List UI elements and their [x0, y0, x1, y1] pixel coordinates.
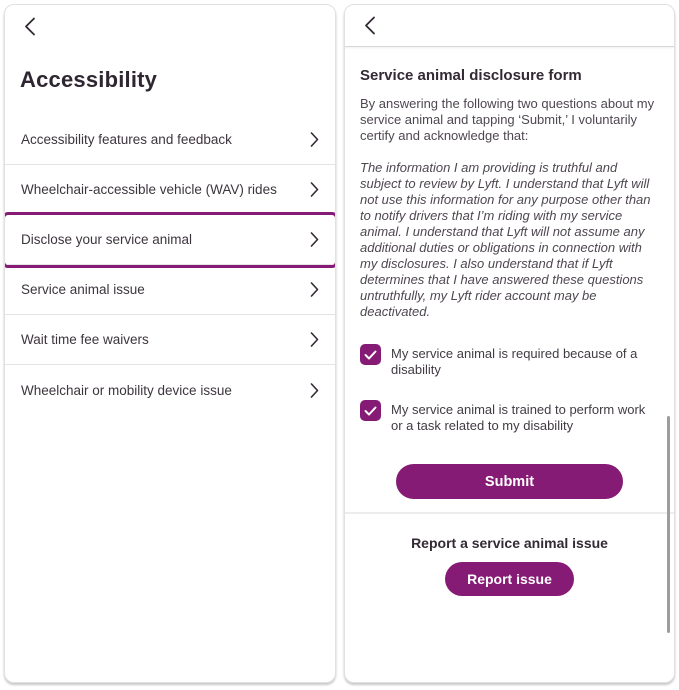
form-intro-text: By answering the following two questions about my service animal and tapping ‘Submit,’ I voluntarily certify and acknowledge that: — [360, 96, 655, 143]
menu-item-accessibility-features[interactable] — [5, 115, 335, 165]
menu-item-label: Wheelchair-accessible vehicle (WAV) rides — [21, 182, 277, 197]
checkbox-label: My service animal is trained to perform work or a task related to my disability — [391, 402, 646, 433]
checkbox-service-animal-required[interactable] — [360, 344, 659, 378]
menu-item-label: Wheelchair or mobility device issue — [21, 382, 232, 398]
checkbox-checked[interactable] — [360, 400, 381, 421]
accessibility-menu-panel — [4, 4, 336, 683]
chevron-right-icon — [310, 383, 319, 398]
check-icon — [364, 350, 377, 360]
menu-item-wav-rides[interactable] — [5, 165, 335, 215]
right-panel-header — [345, 5, 674, 47]
section-divider — [345, 512, 674, 514]
service-animal-form-panel — [344, 4, 675, 683]
menu-item-label: Disclose your service animal — [21, 232, 193, 247]
scrollbar-thumb[interactable] — [667, 416, 670, 633]
check-icon — [364, 406, 377, 416]
menu-item-service-animal-issue[interactable] — [5, 265, 335, 315]
menu-item-wait-time-fee-waivers[interactable] — [5, 315, 335, 365]
report-issue-button[interactable]: Report issue — [445, 562, 574, 596]
menu-item-label: Wait time fee waivers — [21, 332, 149, 347]
page-title: Accessibility — [20, 67, 158, 92]
checkbox-service-animal-trained[interactable] — [360, 400, 659, 434]
menu-item-mobility-device-issue[interactable] — [5, 365, 335, 415]
chevron-right-icon — [310, 182, 319, 197]
menu-item-label: Service animal issue — [21, 282, 145, 297]
accessibility-menu — [5, 115, 335, 415]
chevron-right-icon — [310, 132, 319, 147]
menu-item-disclose-service-animal[interactable] — [5, 215, 335, 265]
left-panel-header — [5, 5, 335, 47]
submit-button[interactable]: Submit — [396, 464, 623, 499]
chevron-left-icon — [364, 16, 376, 35]
form-legal-text: The information I am providing is truthful and subject to review by Lyft. I understand that Lyft will not use this information for any purpose other than to notify drivers that I’m riding with my service animal. I understand that Lyft will not assume any additional duties or obligations in connection with my disclosures. I also understand that if Lyft determines that I have answered these questions untruthfully, my Lyft rider account may be deactivated. — [360, 160, 651, 319]
report-section-title: Report a service animal issue — [411, 535, 608, 551]
checkbox-label: My service animal is required because of a disability — [391, 346, 638, 377]
chevron-right-icon — [310, 232, 319, 247]
back-button[interactable] — [20, 13, 40, 40]
form-scroll-area — [345, 67, 674, 596]
form-title: Service animal disclosure form — [360, 67, 582, 84]
back-button[interactable] — [360, 12, 380, 39]
menu-item-label: Accessibility features and feedback — [21, 132, 232, 147]
chevron-right-icon — [310, 282, 319, 297]
checkbox-checked[interactable] — [360, 344, 381, 365]
chevron-right-icon — [310, 332, 319, 347]
chevron-left-icon — [24, 17, 36, 36]
